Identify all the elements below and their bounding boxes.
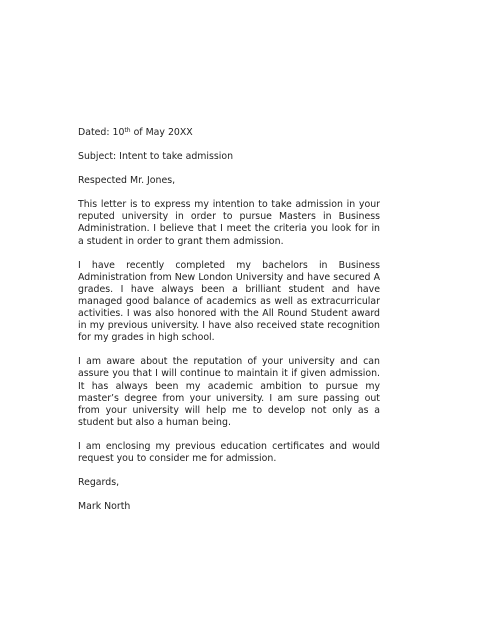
paragraph-intention: This letter is to express my intention to take admission in your reputed university in order to pursue Masters in Business Administration. I believe that I meet the criteria you look for in a student in order to grant them admission. [78, 199, 380, 247]
letter-signature: Mark North [78, 501, 131, 513]
date-prefix: Dated: 10 [78, 127, 125, 138]
letter-body [78, 127, 380, 525]
letter-salutation: Respected Mr. Jones, [78, 175, 176, 187]
date-ordinal-suffix: th [124, 127, 131, 134]
paragraph-enclosure: I am enclosing my previous education certificates and would request you to consider me for admission. [78, 440, 380, 464]
date-rest: of May 20XX [130, 127, 193, 138]
letter-closing: Regards, [78, 477, 120, 489]
letter-date [78, 127, 380, 139]
paragraph-commitment: I am aware about the reputation of your university and can assure you that I will continue to maintain it if given admission. It has always been my academic ambition to pursue my master’s degree from your university. I am sure passing out from your university will help me to develop not only as a student but also a human being. [78, 356, 380, 428]
paragraph-background: I have recently completed my bachelors in Business Administration from New London University and have secured A grades. I have always been a brilliant student and have managed good balance of academics as well as extracurricular activities. I was also honored with the All Round Student award in my previous university. I have also received state recognition for my grades in high school. [78, 259, 380, 344]
letter-subject: Subject: Intent to take admission [78, 151, 234, 163]
